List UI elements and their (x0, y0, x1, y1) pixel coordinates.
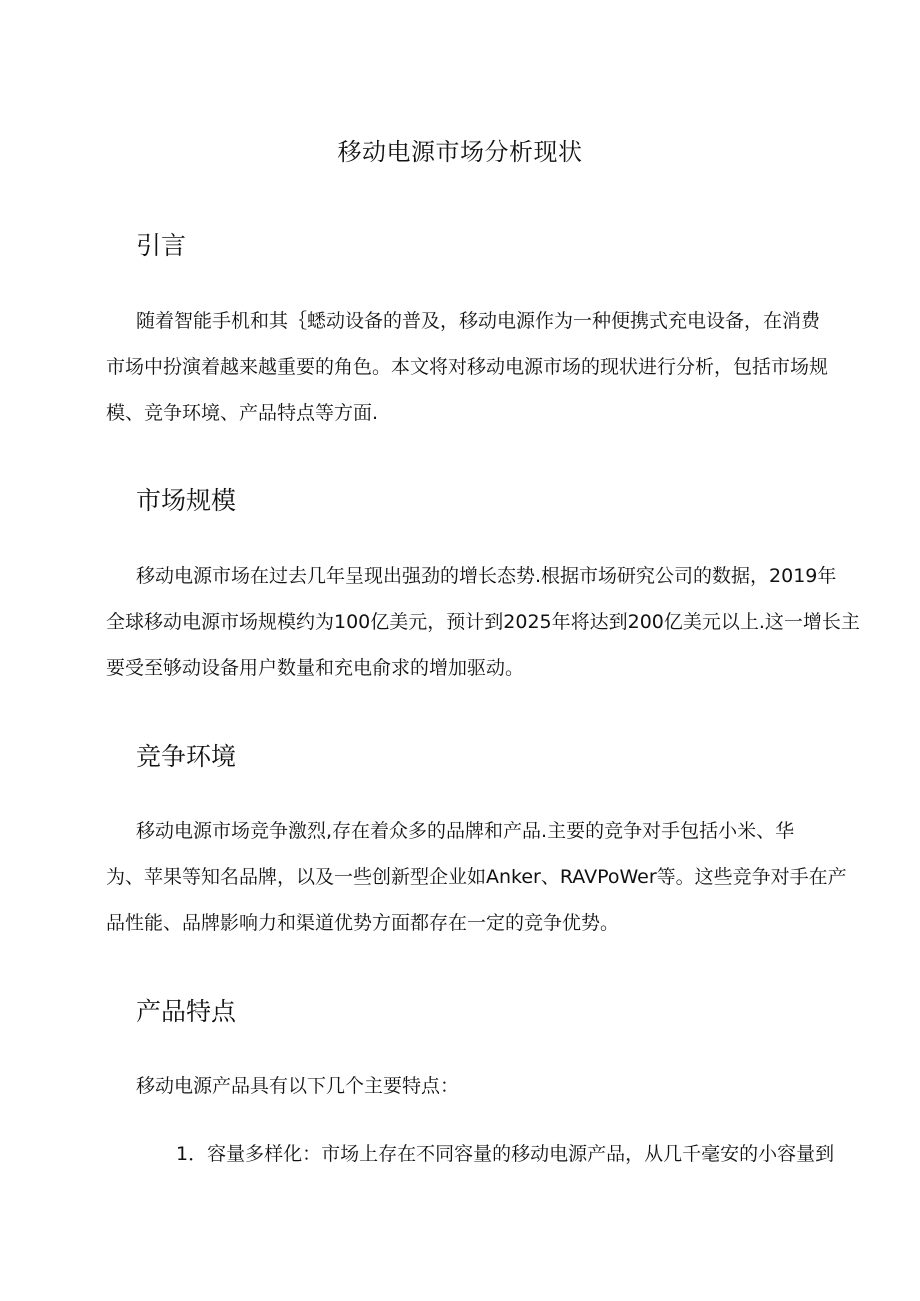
section-heading-intro: 引言 (136, 231, 187, 260)
competition-line-3: 品性能、品牌影响力和渠道优势方面都存在一定的竞争优势。 (106, 912, 620, 934)
intro-line-3: 模、竞争环境、产品特点等方面. (106, 402, 379, 424)
competition-line-1: 移动电源市场竞争激烈,存在着众多的品牌和产品.主要的竞争对手包括小米、华 (136, 820, 795, 842)
market-size-paragraph (106, 553, 860, 691)
market-size-line-3: 要受至够动设备用户数量和充电俞求的增加驱动。 (106, 657, 525, 679)
section-heading-features: 产品特点 (136, 997, 237, 1026)
features-list-item-1: 1．容量多样化：市场上存在不同容量的移动电源产品，从几千毫安的小容量到 (176, 1143, 835, 1165)
features-intro-line: 移动电源产品具有以下几个主要特点： (136, 1075, 460, 1097)
market-size-line-2: 全球移动电源市场规模约为100亿美元，预计到2025年将达到200亿美元以上.这一增长主 (106, 611, 860, 633)
section-heading-competition: 竞争环境 (136, 742, 237, 771)
intro-paragraph (106, 298, 829, 436)
section-heading-market-size: 市场规模 (136, 486, 237, 515)
intro-line-2: 市场中扮演着越来越重要的角色。本文将对移动电源市场的现状进行分析，包括市场规 (106, 356, 829, 378)
competition-paragraph (106, 808, 847, 946)
intro-line-1: 随着智能手机和其｛蟋动设备的普及，移动电源作为一种便携式充电设备，在消费 (136, 310, 821, 332)
market-size-line-1: 移动电源市场在过去几年呈现出强劲的增长态势.根据市场研究公司的数据，2019年 (136, 565, 837, 587)
competition-line-2: 为、苹果等知名品牌，以及一些创新型企业如Anker、RAVPoWer等。这些竞争对手在产 (106, 866, 847, 888)
document-title: 移动电源市场分析现状 (337, 138, 583, 166)
